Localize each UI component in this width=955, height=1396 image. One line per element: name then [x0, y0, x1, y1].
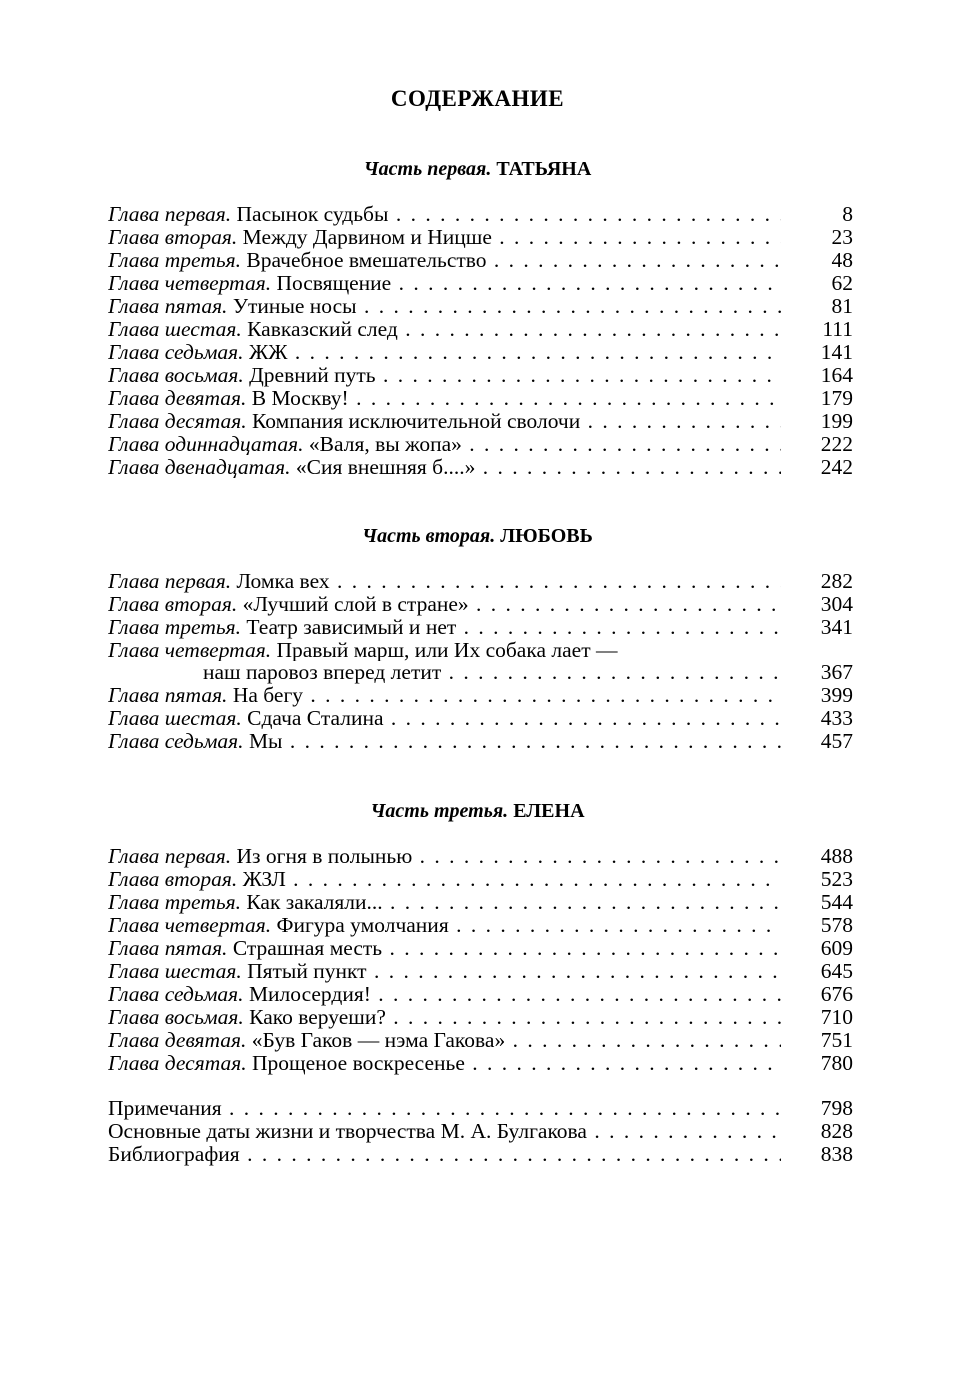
chapter-label: Глава седьмая. [108, 983, 244, 1006]
page-number: 399 [820, 683, 853, 707]
toc-entry [108, 456, 781, 479]
chapter-title: Театр зависимый и нет [246, 616, 457, 639]
chapter-label: Глава четвертая. [108, 914, 272, 937]
toc-entry [108, 868, 781, 891]
chapter-label: Глава вторая. [108, 593, 238, 616]
page-number: 798 [820, 1096, 853, 1120]
toc-entry [108, 295, 781, 318]
toc-row[interactable] [108, 937, 853, 960]
page-number: 141 [820, 340, 853, 364]
toc-list-part-1 [108, 203, 853, 479]
toc-row[interactable] [108, 272, 853, 295]
page-number: 304 [820, 592, 853, 616]
chapter-label: Глава девятая. [108, 1029, 247, 1052]
chapter-label: Глава шестая. [108, 960, 242, 983]
chapter-title: Милосердия! [248, 983, 371, 1006]
page-number: 838 [820, 1142, 853, 1166]
part-heading-3 [0, 800, 955, 823]
chapter-title: Страшная месть [232, 937, 383, 960]
chapter-title: Из огня в полынью [236, 845, 413, 868]
toc-entry [108, 410, 781, 433]
toc-entry [108, 937, 781, 960]
chapter-title: На бегу [232, 684, 304, 707]
page-number: 48 [831, 248, 853, 272]
toc-row[interactable] [108, 868, 853, 891]
part-label: Часть третья. [370, 800, 509, 822]
page-number: 111 [822, 317, 853, 341]
page-number: 457 [820, 729, 853, 753]
toc-entry [108, 433, 781, 456]
toc-row[interactable] [108, 707, 853, 730]
toc-row[interactable] [108, 593, 853, 616]
toc-entry [108, 249, 781, 272]
part-name: ЛЮБОВЬ [500, 525, 593, 547]
page-number: 23 [831, 225, 853, 249]
chapter-label: Глава первая. [108, 203, 232, 226]
page-number: 488 [820, 844, 853, 868]
toc-entry [108, 616, 781, 639]
chapter-title: «Був Гаков — нэма Гакова» [251, 1029, 506, 1052]
toc-row[interactable] [108, 387, 853, 410]
toc-entry [108, 387, 781, 410]
chapter-label: Глава восьмая. [108, 1006, 244, 1029]
toc-row[interactable] [108, 249, 853, 272]
chapter-title: Посвящение [276, 272, 392, 295]
chapter-label: Глава восьмая. [108, 364, 244, 387]
chapter-label: Глава пятая. [108, 684, 228, 707]
toc-row[interactable] [108, 295, 853, 318]
toc-list-part-2 [108, 570, 853, 753]
toc-entry [108, 1052, 781, 1075]
toc-entry [108, 914, 781, 937]
chapter-title: Пятый пункт [247, 960, 367, 983]
chapter-label: Глава одиннадцатая. [108, 433, 304, 456]
chapter-label: Глава третья. [108, 891, 241, 914]
toc-row[interactable] [108, 364, 853, 387]
chapter-label: Глава вторая. [108, 868, 238, 891]
toc-entry [108, 730, 781, 753]
chapter-label: Глава седьмая. [108, 341, 244, 364]
chapter-title: Древний путь [249, 364, 376, 387]
chapter-label: Глава шестая. [108, 318, 242, 341]
toc-entry [108, 1029, 781, 1052]
toc-row[interactable] [108, 318, 853, 341]
toc-row[interactable] [108, 616, 853, 639]
part-name: ЕЛЕНА [513, 800, 585, 822]
page-number: 222 [820, 432, 853, 456]
chapter-title: Ломка вех [236, 570, 330, 593]
chapter-label: Глава вторая. [108, 226, 238, 249]
chapter-title: Прощеное воскресенье [252, 1052, 465, 1075]
page-number: 433 [820, 706, 853, 730]
page-number: 544 [820, 890, 853, 914]
chapter-title: Как закаляли... [246, 891, 383, 914]
chapter-title: Кавказский след [247, 318, 398, 341]
chapter-title: Како веруеши? [249, 1006, 386, 1029]
toc-row[interactable] [108, 845, 853, 868]
page-title: СОДЕРЖАНИЕ [390, 86, 565, 111]
page-number: 645 [820, 959, 853, 983]
chapter-label: Глава седьмая. [108, 730, 244, 753]
toc-entry [108, 684, 781, 707]
chapter-label: Глава первая. [108, 845, 232, 868]
chapter-label: Глава пятая. [108, 937, 228, 960]
chapter-title: В Москву! [251, 387, 349, 410]
toc-entry [108, 364, 781, 387]
page-number: 8 [842, 202, 853, 226]
toc-row[interactable] [108, 1052, 853, 1075]
toc-row[interactable] [108, 1029, 853, 1052]
toc-entry [108, 639, 781, 661]
chapter-label: Глава шестая. [108, 707, 242, 730]
toc-row[interactable] [108, 203, 853, 226]
toc-row[interactable] [108, 433, 853, 456]
chapter-title: Компания исключительной сволочи [252, 410, 581, 433]
toc-entry [108, 1120, 781, 1143]
chapter-title: Пасынок судьбы [236, 203, 389, 226]
toc-entry [108, 1143, 781, 1166]
chapter-label: Глава девятая. [108, 387, 247, 410]
chapter-title: Правый марш, или Их собака лает — [276, 639, 618, 661]
toc-entry [108, 272, 781, 295]
toc-row[interactable] [108, 1143, 853, 1166]
page-number: 62 [831, 271, 853, 295]
toc-row-continuation[interactable] [108, 661, 853, 684]
toc-entry [108, 593, 781, 616]
page-number: 242 [820, 455, 853, 479]
toc-row[interactable] [108, 410, 853, 433]
page-number: 179 [820, 386, 853, 410]
toc-row[interactable] [108, 684, 853, 707]
toc-entry [108, 1006, 781, 1029]
toc-list-part-3 [108, 845, 853, 1075]
chapter-label: Глава двенадцатая. [108, 456, 291, 479]
chapter-title: Фигура умолчания [276, 914, 449, 937]
toc-entry [108, 570, 781, 593]
back-matter-title: Примечания [108, 1097, 222, 1120]
chapter-label: Глава третья. [108, 616, 241, 639]
page-number: 164 [820, 363, 853, 387]
toc-entry [108, 960, 781, 983]
chapter-title: Утиные носы [232, 295, 357, 318]
toc-list-back-matter [108, 1097, 853, 1166]
toc-row[interactable] [108, 891, 853, 914]
toc-row[interactable] [108, 1006, 853, 1029]
chapter-label: Глава пятая. [108, 295, 228, 318]
chapter-label: Глава третья. [108, 249, 241, 272]
chapter-title: Между Дарвином и Ницше [242, 226, 492, 249]
page-number: 199 [820, 409, 853, 433]
chapter-title: ЖЗЛ [242, 868, 286, 891]
toc-row[interactable] [108, 226, 853, 249]
toc-row[interactable] [108, 960, 853, 983]
toc-entry [108, 318, 781, 341]
chapter-label: Глава четвертая. [108, 272, 272, 295]
toc-row[interactable] [108, 730, 853, 753]
toc-entry [108, 203, 781, 226]
toc-entry [108, 983, 781, 1006]
back-matter-title: Основные даты жизни и творчества М. А. Булгакова [108, 1120, 587, 1143]
part-label: Часть вторая. [362, 525, 496, 547]
toc-row[interactable] [108, 341, 853, 364]
chapter-label: Глава десятая. [108, 410, 247, 433]
part-heading-1 [0, 158, 955, 181]
toc-row[interactable] [108, 639, 853, 661]
part-heading-2 [0, 525, 955, 548]
toc-entry [108, 1097, 781, 1120]
toc-entry [108, 891, 781, 914]
page-number: 578 [820, 913, 853, 937]
chapter-title: Мы [248, 730, 283, 753]
page-number: 341 [820, 615, 853, 639]
chapter-title-continuation: наш паровоз вперед летит [203, 661, 442, 684]
chapter-title: Сдача Сталина [247, 707, 384, 730]
chapter-label: Глава первая. [108, 570, 232, 593]
page-number: 523 [820, 867, 853, 891]
page-number: 81 [831, 294, 853, 318]
page-number: 609 [820, 936, 853, 960]
part-label: Часть первая. [363, 158, 492, 180]
page-number: 828 [820, 1119, 853, 1143]
chapter-title: «Валя, вы жопа» [308, 433, 462, 456]
toc-entry [108, 226, 781, 249]
toc-row[interactable] [108, 914, 853, 937]
toc-row[interactable] [108, 1120, 853, 1143]
chapter-title: ЖЖ [248, 341, 288, 364]
toc-entry [203, 661, 781, 684]
toc-row[interactable] [108, 456, 853, 479]
toc-entry [108, 707, 781, 730]
toc-row[interactable] [108, 1097, 853, 1120]
toc-entry [108, 845, 781, 868]
toc-row[interactable] [108, 570, 853, 593]
part-name: ТАТЬЯНА [496, 158, 592, 180]
chapter-title: Врачебное вмешательство [246, 249, 487, 272]
chapter-label: Глава десятая. [108, 1052, 247, 1075]
page-number: 751 [820, 1028, 853, 1052]
page-number: 710 [820, 1005, 853, 1029]
back-matter-title: Библиография [108, 1143, 240, 1166]
page-number: 367 [820, 660, 853, 684]
page-number: 780 [820, 1051, 853, 1075]
page-number: 282 [820, 569, 853, 593]
page-number: 676 [820, 982, 853, 1006]
toc-row[interactable] [108, 983, 853, 1006]
toc-entry [108, 341, 781, 364]
chapter-title: «Лучший слой в стране» [242, 593, 469, 616]
chapter-title: «Сия внешняя б....» [295, 456, 476, 479]
chapter-label: Глава четвертая. [108, 639, 272, 661]
